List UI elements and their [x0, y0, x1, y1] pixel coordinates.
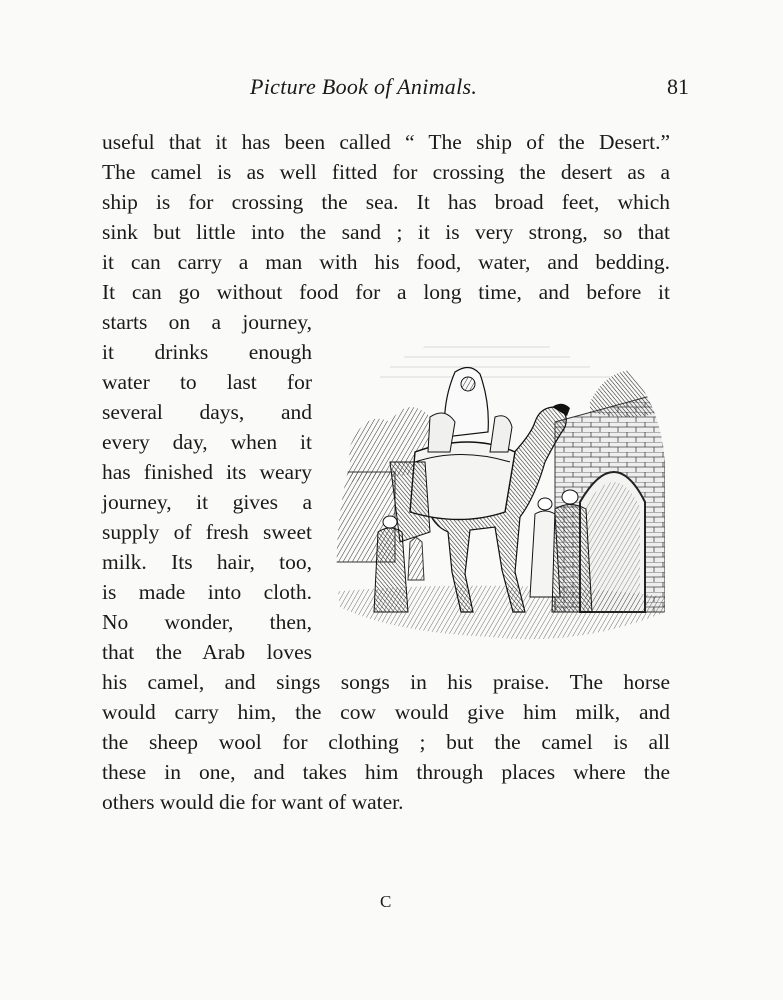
text-line: his camel, and sings songs in his praise. The horse [102, 670, 670, 694]
text-line: is made into cloth. [102, 580, 312, 604]
text-line: supply of fresh sweet [102, 520, 312, 544]
text-line: these in one, and takes him through places where the [102, 760, 670, 784]
text-line: several days, and [102, 400, 312, 424]
text-line: the sheep wool for clothing ; but the camel is all [102, 730, 670, 754]
text-line: it drinks enough [102, 340, 312, 364]
text-line: it can carry a man with his food, water, and bedding. [102, 250, 670, 274]
text-line: useful that it has been called “ The ship of the Desert.” [102, 130, 670, 154]
text-line: The camel is as well fitted for crossing the desert as a [102, 160, 670, 184]
page-header [250, 74, 689, 104]
text-line: has finished its weary [102, 460, 312, 484]
text-line: journey, it gives a [102, 490, 312, 514]
text-line: ship is for crossing the sea. It has broad feet, which [102, 190, 670, 214]
text-line: others would die for want of water. [102, 790, 404, 814]
text-line: water to last for [102, 370, 312, 394]
camel-engraving-illustration [330, 312, 670, 647]
text-line: starts on a journey, [102, 310, 312, 334]
text-line: every day, when it [102, 430, 312, 454]
signature-mark: C [380, 892, 392, 911]
page-number: 81 [667, 74, 689, 99]
text-line: milk. Its hair, too, [102, 550, 312, 574]
sky-hatching [380, 347, 610, 377]
text-line: that the Arab loves [102, 640, 312, 664]
figure-distant [408, 537, 424, 580]
text-line: No wonder, then, [102, 610, 312, 634]
running-title: Picture Book of Animals. [250, 74, 478, 99]
text-line: sink but little into the sand ; it is very strong, so that [102, 220, 670, 244]
text-line: It can go without food for a long time, and before it [102, 280, 670, 304]
text-line: would carry him, the cow would give him milk, and [102, 700, 670, 724]
